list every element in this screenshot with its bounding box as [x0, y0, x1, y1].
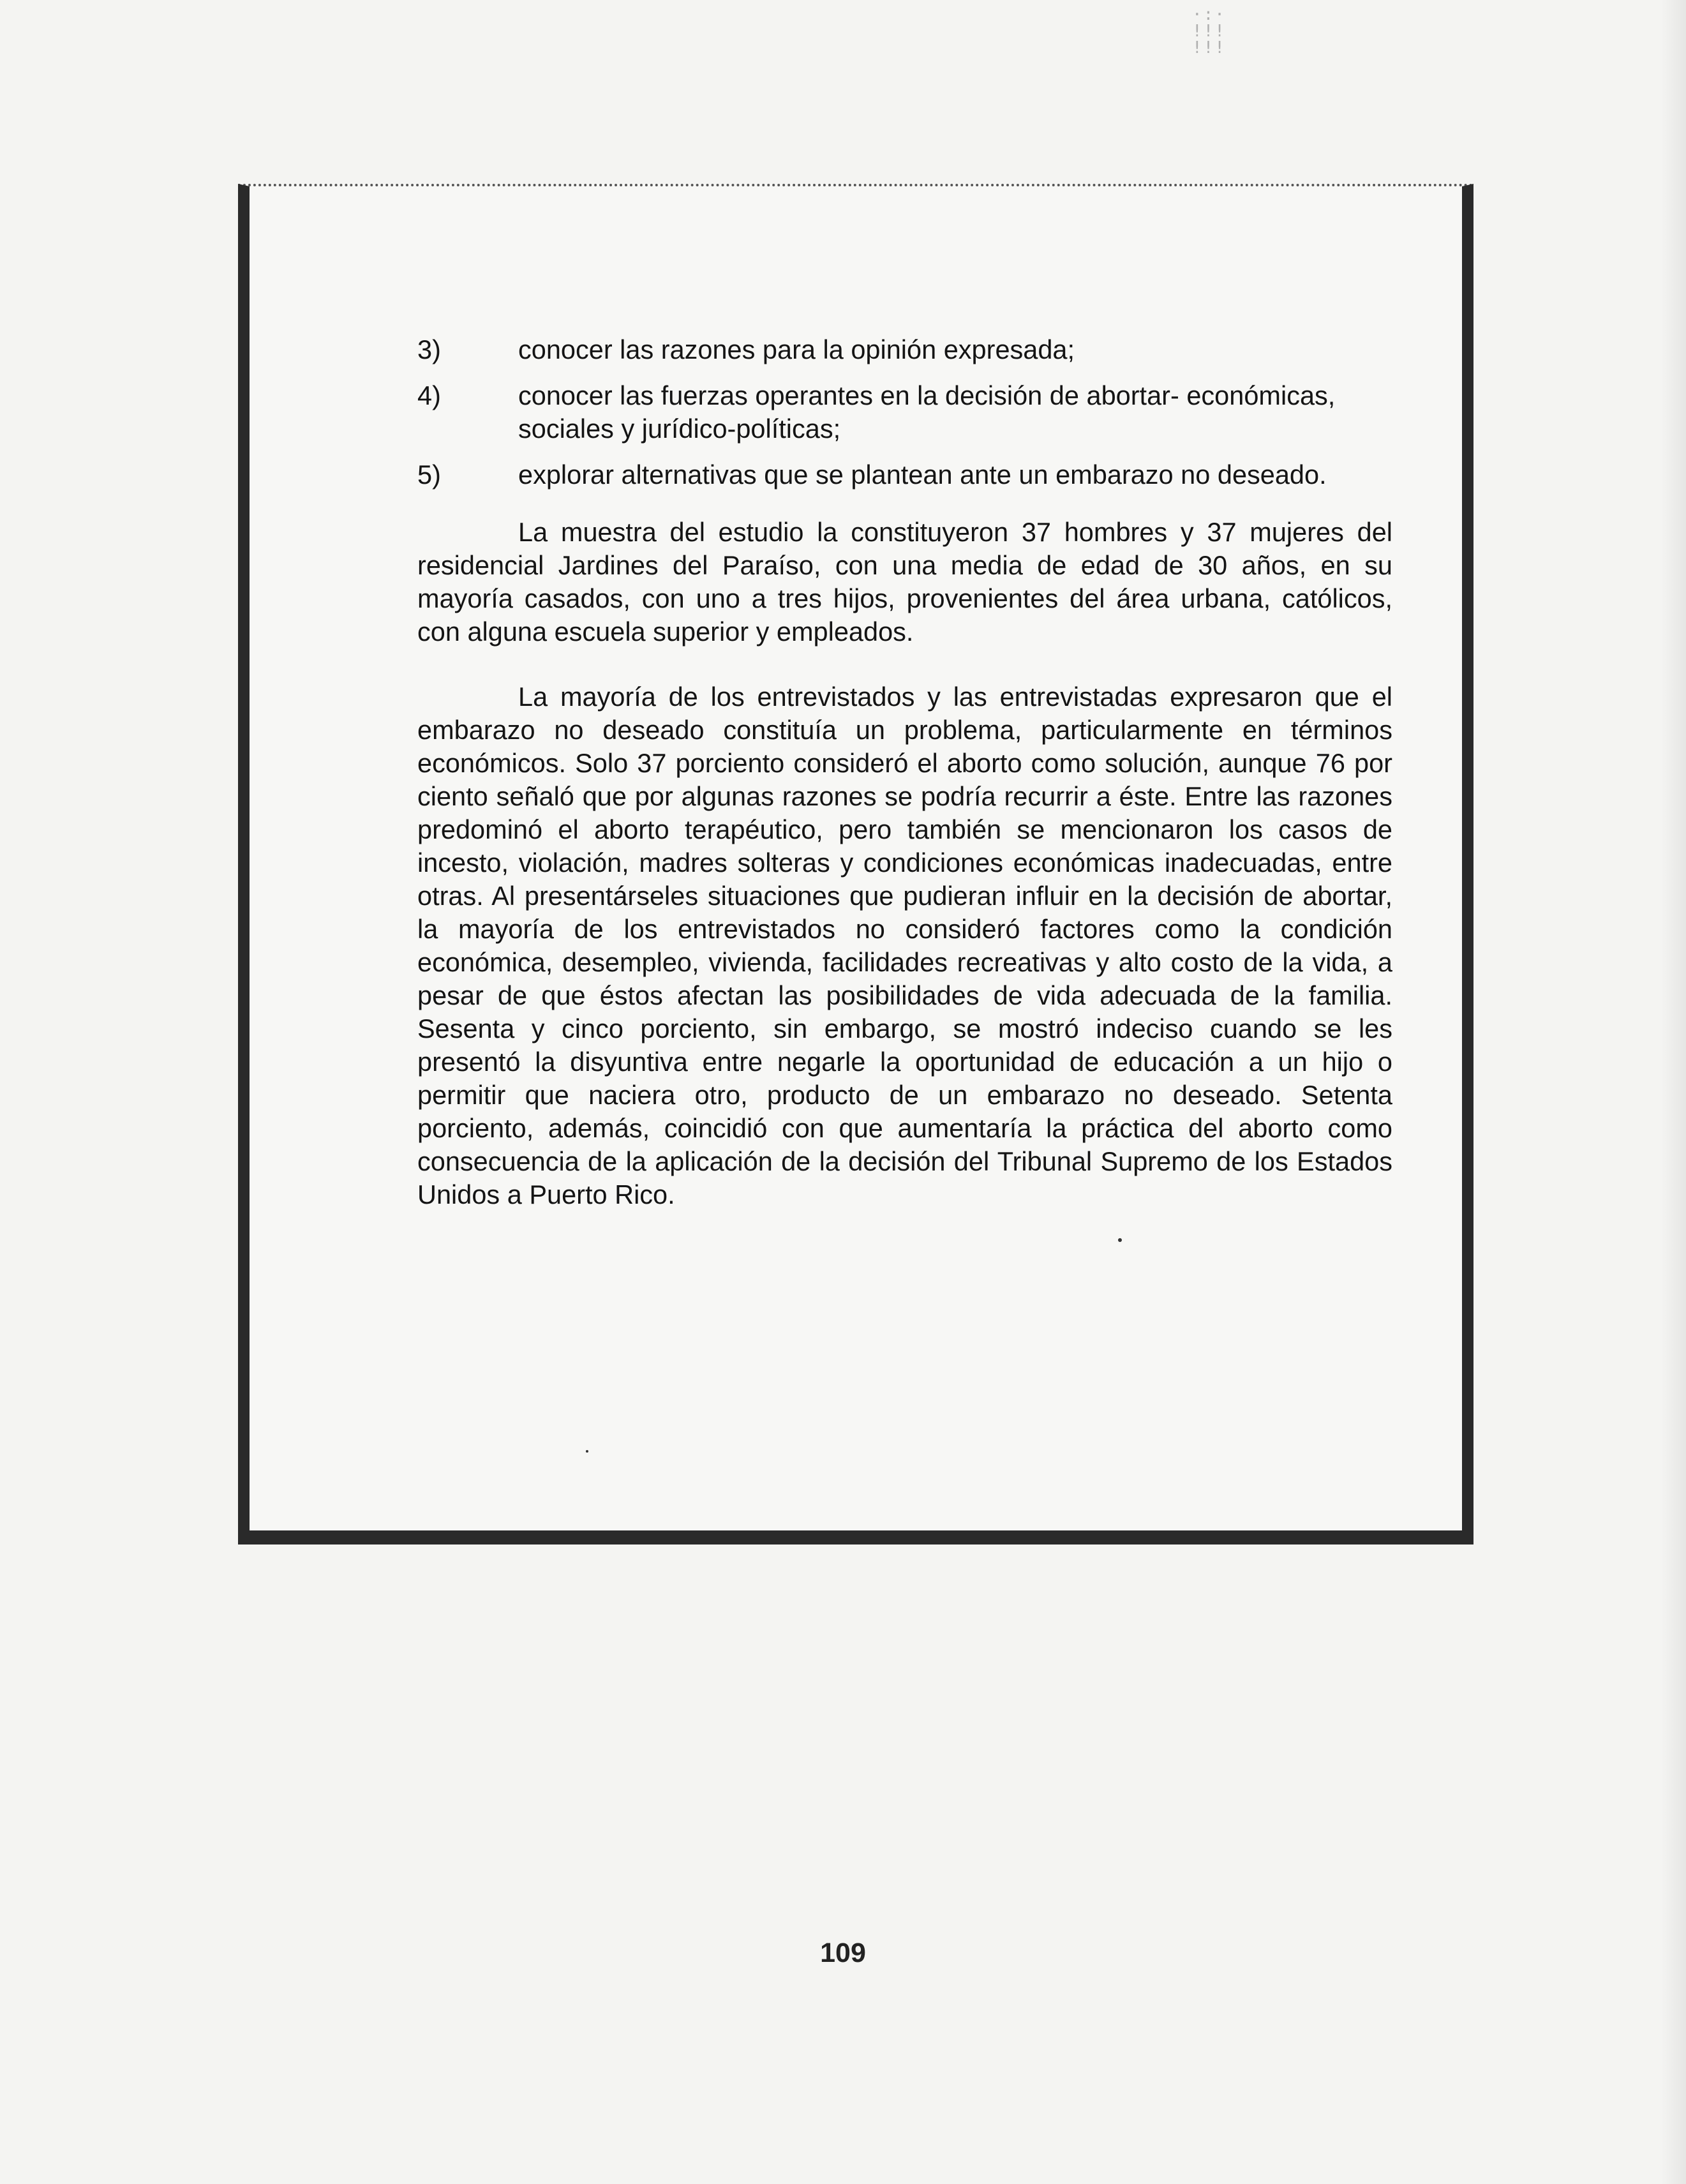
page-edge-shadow: [1660, 0, 1686, 2184]
paragraph-sample: La muestra del estudio la constituyeron 37 hombres y 37 mujeres del residencial Jardines del Paraíso, con una media de edad de 30 años, en su mayoría casados, con uno a tres hijos, provenientes del área urbana, católicos, con alguna escuela superior y empleados.: [417, 517, 1392, 647]
list-item-number: 3): [417, 334, 441, 364]
scan-marks: ·:· !!! !!!: [1192, 5, 1226, 57]
list-item: [417, 379, 1392, 445]
paragraph-results: La mayoría de los entrevistados y las entrevistadas expresaron que el embarazo no deseado constituía un problema, particularmente en términos económicos. Solo 37 porciento consideró el aborto como solución, aunque 76 por ciento señaló que por algunas razones se podría recurrir a éste. Entre las razones predominó el aborto terapéutico, pero también se mencionaron los casos de incesto, violación, madres solteras y condiciones económicas inadecuadas, entre otras. Al presentárseles situaciones que pudieran influir en la decisión de abortar, la mayoría de los entrevistados no consideró factores como la condición económica, desempleo, vivienda, facilidades recreativas y alto costo de la vida, a pesar de que éstos afectan las posibilidades de vida adecuada de la familia. Sesenta y cinco porciento, sin embargo, se mostró indeciso cuando se les presentó la disyuntiva entre negarle la oportunidad de educación a un hijo o permitir que naciera otro, producto de un embarazo no deseado. Setenta porciento, además, coincidió con que aumentaría la práctica del aborto como consecuencia de la aplicación de la decisión del Tribunal Supremo de los Estados Unidos a Puerto Rico.: [417, 682, 1392, 1209]
list-item: [417, 458, 1392, 491]
list-item-number: 4): [417, 380, 441, 410]
document-body: [417, 333, 1392, 1211]
list-item-number: 5): [417, 460, 441, 490]
stray-dot: [1118, 1238, 1122, 1242]
list-item-text: conocer las fuerzas operantes en la decisión de abortar- económicas, sociales y jurídico-políticas;: [518, 380, 1336, 444]
list-item: [417, 333, 1392, 366]
list-item-text: conocer las razones para la opinión expresada;: [518, 334, 1075, 364]
page-number: 109: [820, 1938, 866, 1968]
stray-dot: [586, 1450, 588, 1453]
list-item-text: explorar alternativas que se plantean ante un embarazo no deseado.: [518, 460, 1327, 490]
